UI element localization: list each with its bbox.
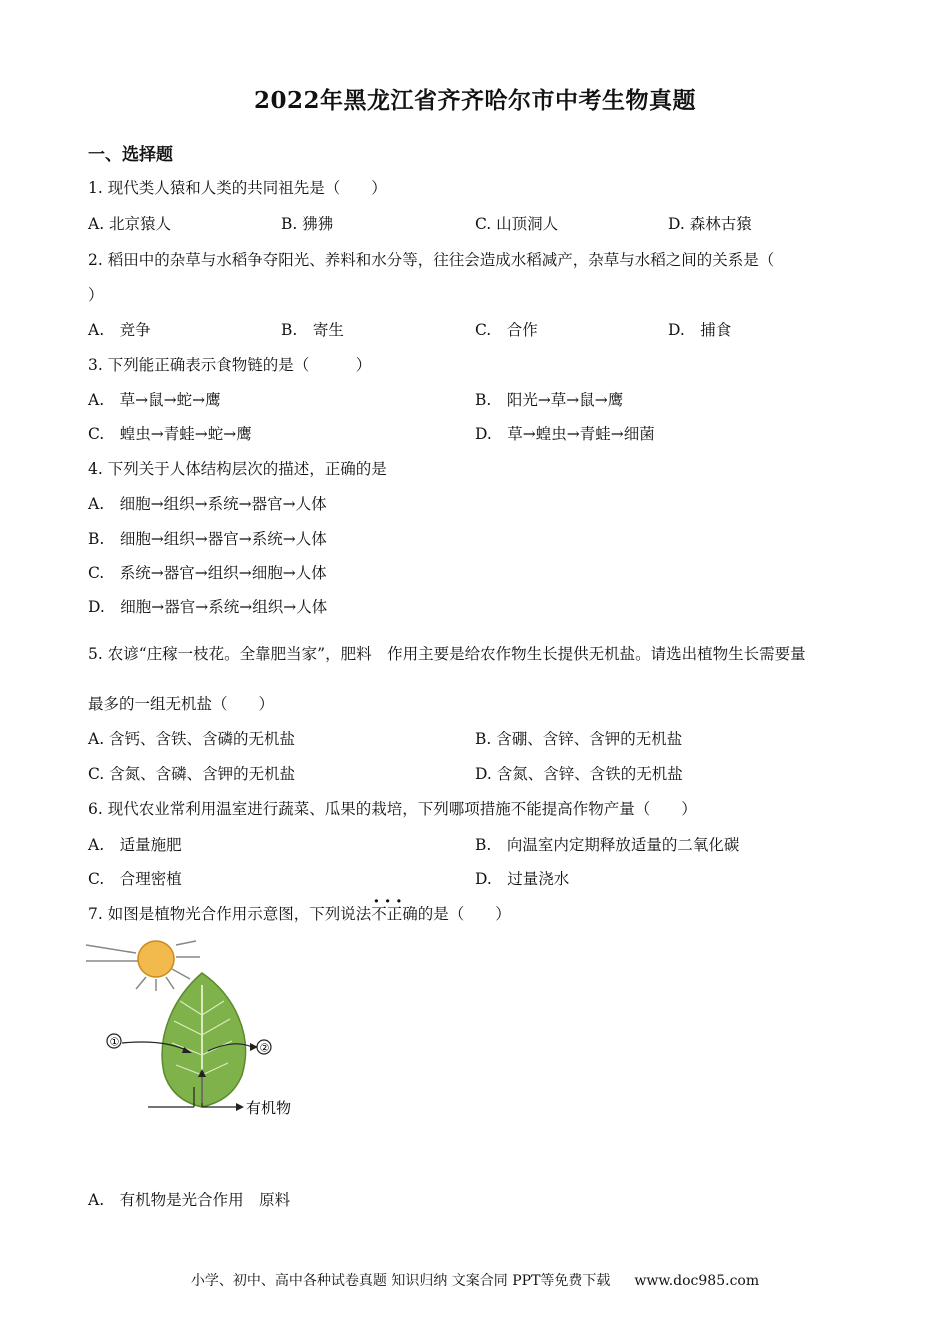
section-heading: 一、选择题 (88, 145, 173, 165)
photosynthesis-diagram (84, 935, 324, 1125)
question-6-option-b: B. 向温室内定期释放适量的二氧化碳 (475, 836, 740, 854)
leaf-icon (162, 973, 245, 1107)
question-6-stem: 6. 现代农业常利用温室进行蔬菜、瓜果的栽培，下列哪项措施不能提高作物产量（ ） (88, 800, 697, 818)
question-5-option-d: D. 含氮、含锌、含铁的无机盐 (475, 765, 683, 783)
question-4-stem: 4. 下列关于人体结构层次的描述，正确的是 (88, 460, 387, 478)
question-7-stem-before: 7. 如图是植物光合作用示意图，下列说法 (88, 905, 372, 923)
question-1-stem: 1. 现代类人猿和人类的共同祖先是（ ） (88, 179, 387, 197)
footer-url[interactable]: www.doc985.com (634, 1273, 760, 1289)
question-6-option-a: A. 适量施肥 (88, 836, 182, 854)
footer-text: 小学、初中、高中各种试卷真题 知识归纳 文案合同 PPT等免费下载 (190, 1273, 611, 1289)
question-5-option-c: C. 含氮、含磷、含钾的无机盐 (88, 765, 296, 783)
question-2-option-d: D. 捕食 (668, 321, 732, 339)
question-3-stem: 3. 下列能正确表示食物链的是（ ） (88, 356, 372, 374)
question-4-option-a: A. 细胞→组织→系统→器官→人体 (88, 495, 327, 513)
question-3-option-c: C. 蝗虫→青蛙→蛇→鹰 (88, 425, 252, 443)
question-7-stem (88, 904, 511, 924)
label-organic: 有机物 (246, 1099, 292, 1117)
question-2-stem-line2: ） (88, 286, 104, 304)
label-1: ① (109, 1035, 120, 1049)
question-4-option-c: C. 系统→器官→组织→细胞→人体 (88, 564, 327, 582)
question-4-option-b: B. 细胞→组织→器官→系统→人体 (88, 530, 327, 548)
question-5-stem-line2: 最多的一组无机盐（ ） (88, 695, 275, 713)
question-5-option-a: A. 含钙、含铁、含磷的无机盐 (88, 730, 296, 748)
question-7-stem-emphasis: ··· 不正确 (371, 904, 418, 924)
question-7-option-a: A. 有机物是光合作用 原料 (88, 1191, 291, 1209)
question-5-option-b: B. 含硼、含锌、含钾的无机盐 (475, 730, 683, 748)
question-2-option-a: A. 竞争 (88, 321, 151, 339)
question-7-stem-after: 的是（ ） (417, 905, 511, 923)
question-1-option-d: D. 森林古猿 (668, 215, 752, 233)
question-6-option-c: C. 合理密植 (88, 870, 182, 888)
question-6-option-d: D. 过量浇水 (475, 870, 570, 888)
question-1-option-a: A. 北京猿人 (88, 215, 172, 233)
organic-arrowhead-icon (236, 1103, 244, 1111)
question-5-stem-line1: 5. 农谚“庄稼一枝花。全靠肥当家”，肥料 作用主要是给农作物生长提供无机盐。请选出植物生长需要量 (88, 645, 806, 663)
page-footer (0, 1270, 950, 1290)
question-2-option-b: B. 寄生 (281, 321, 344, 339)
question-1-option-c: C. 山顶洞人 (475, 215, 559, 233)
question-2-stem-line1: 2. 稻田中的杂草与水稻争夺阳光、养料和水分等，往往会造成水稻减产，杂草与水稻之间的关系是（ (88, 251, 775, 269)
question-2-option-c: C. 合作 (475, 321, 538, 339)
question-4-option-d: D. 细胞→器官→系统→组织→人体 (88, 598, 328, 616)
question-3-option-d: D. 草→蝗虫→青蛙→细菌 (475, 425, 655, 443)
question-3-option-b: B. 阳光→草→鼠→鹰 (475, 391, 624, 409)
question-3-option-a: A. 草→鼠→蛇→鹰 (88, 391, 221, 409)
page-title: 2022年黑龙江省齐齐哈尔市中考生物真题 (253, 87, 696, 114)
question-1-option-b: B. 狒狒 (281, 215, 334, 233)
label-2: ② (259, 1041, 270, 1055)
sun-icon (86, 941, 200, 991)
